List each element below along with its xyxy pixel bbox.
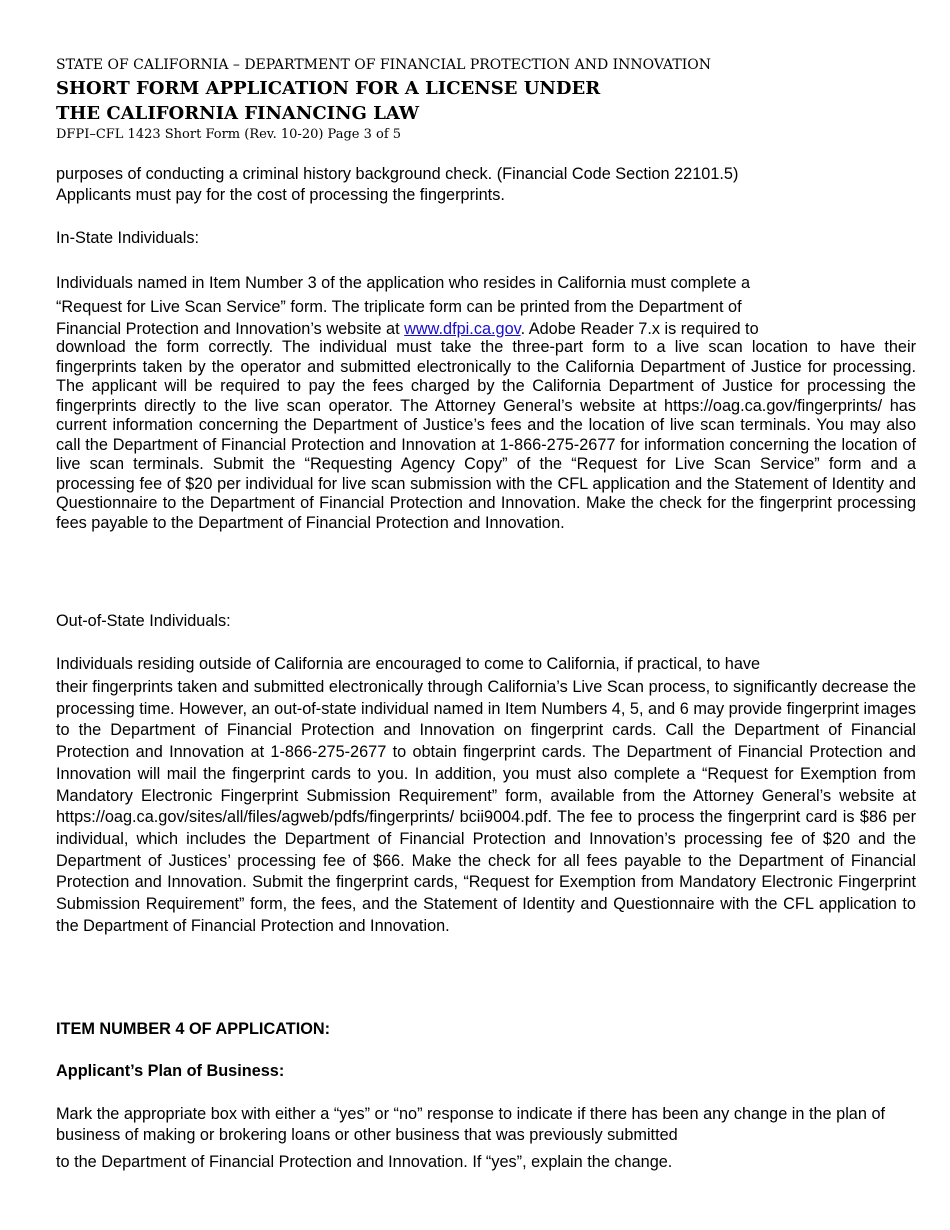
intro-line-1: purposes of conducting a criminal history background check. (Financial Code Section 22101.5) [56,165,739,183]
plan-of-business-paragraph: Mark the appropriate box with either a “yes” or “no” response to indicate if there has been any change in the plan of business of making or brokering loans or other business that was previously submitted [56,1105,886,1144]
form-number: DFPI–CFL 1423 Short Form (Rev. 10-20) Page 3 of 5 [56,127,402,142]
in-state-line-3 [56,319,916,340]
form-title-line-1: SHORT FORM APPLICATION FOR A LICENSE UNDER [56,78,601,99]
form-title-line-2: THE CALIFORNIA FINANCING LAW [56,103,420,124]
out-of-state-line-1: Individuals residing outside of California are encouraged to come to California, if practical, to have [56,655,761,673]
plan-of-business-last-line: to the Department of Financial Protection and Innovation. If “yes”, explain the change. [56,1153,673,1171]
in-state-line-2: “Request for Live Scan Service” form. The triplicate form can be printed from the Department of [56,298,742,316]
intro-line-2: Applicants must pay for the cost of processing the fingerprints. [56,186,505,204]
in-state-line-3-text: Financial Protection and Innovation’s website at [56,320,405,338]
dfpi-website-link[interactable]: www.dfpi.ca.gov [404,320,521,338]
item-4-heading: ITEM NUMBER 4 OF APPLICATION: [56,1020,331,1038]
out-of-state-heading: Out-of-State Individuals: [56,612,231,630]
intro-paragraph [56,164,916,206]
in-state-line-1: Individuals named in Item Number 3 of the application who resides in California must complete a [56,274,751,292]
agency-header: STATE OF CALIFORNIA – DEPARTMENT OF FINANCIAL PROTECTION AND INNOVATION [56,57,711,73]
in-state-heading: In-State Individuals: [56,229,199,247]
in-state-line-3-tail: . Adobe Reader 7.x is required to [520,320,759,338]
in-state-paragraph: download the form correctly. The individual must take the three-part form to a live scan location to have their fingerprints taken by the operator and submitted electronically to the California Department of Justice for processing. The applicant will be required to pay the fees charged by the California Department of Justice for processing the fingerprints directly to the live scan operator. The Attorney General’s website at https://oag.ca.gov/fingerprints/ has current information concerning the Department of Justice’s fees and the location of live scan terminals. You may also call the Department of Financial Protection and Innovation at 1-866-275-2677 for information concerning the location of live scan terminals. Submit the “Requesting Agency Copy” of the “Request for Live Scan Service” form and a processing fee of $20 per individual for live scan submission with the CFL application and the Statement of Identity and Questionnaire to the Department of Financial Protection and Innovation. Make the check for the fingerprint processing fees payable to the Department of Financial Protection and Innovation. [56,338,916,532]
in-state-intro-lines [56,271,916,319]
plan-of-business-heading: Applicant’s Plan of Business: [56,1062,285,1080]
out-of-state-paragraph: their fingerprints taken and submitted electronically through California’s Live Scan process, to significantly decrease the processing time. However, an out-of-state individual named in Item Numbers 4, 5, and 6 may provide fingerprint images to the Department of Financial Protection and Innovation on fingerprint cards. Call the Department of Financial Protection and Innovation at 1-866-275-2677 to obtain fingerprint cards. The Department of Financial Protection and Innovation will mail the fingerprint cards to you. In addition, you must also complete a “Request for Exemption from Mandatory Electronic Fingerprint Submission Requirement” form, available from the Attorney General’s website at https://oag.ca.gov/sites/all/files/agweb/pdfs/fingerprints/ bcii9004.pdf. The fee to process the fingerprint card is $86 per individual, which includes the Department of Financial Protection and Innovation’s processing fee of $20 and the Department of Justices’ processing fee of $66. Make the check for all fees payable to the Department of Financial Protection and Innovation. Submit the fingerprint cards, “Request for Exemption from Mandatory Electronic Fingerprint Submission Requirement” form, the fees, and the Statement of Identity and Questionnaire with the CFL application to the Department of Financial Protection and Innovation. [56,678,916,935]
